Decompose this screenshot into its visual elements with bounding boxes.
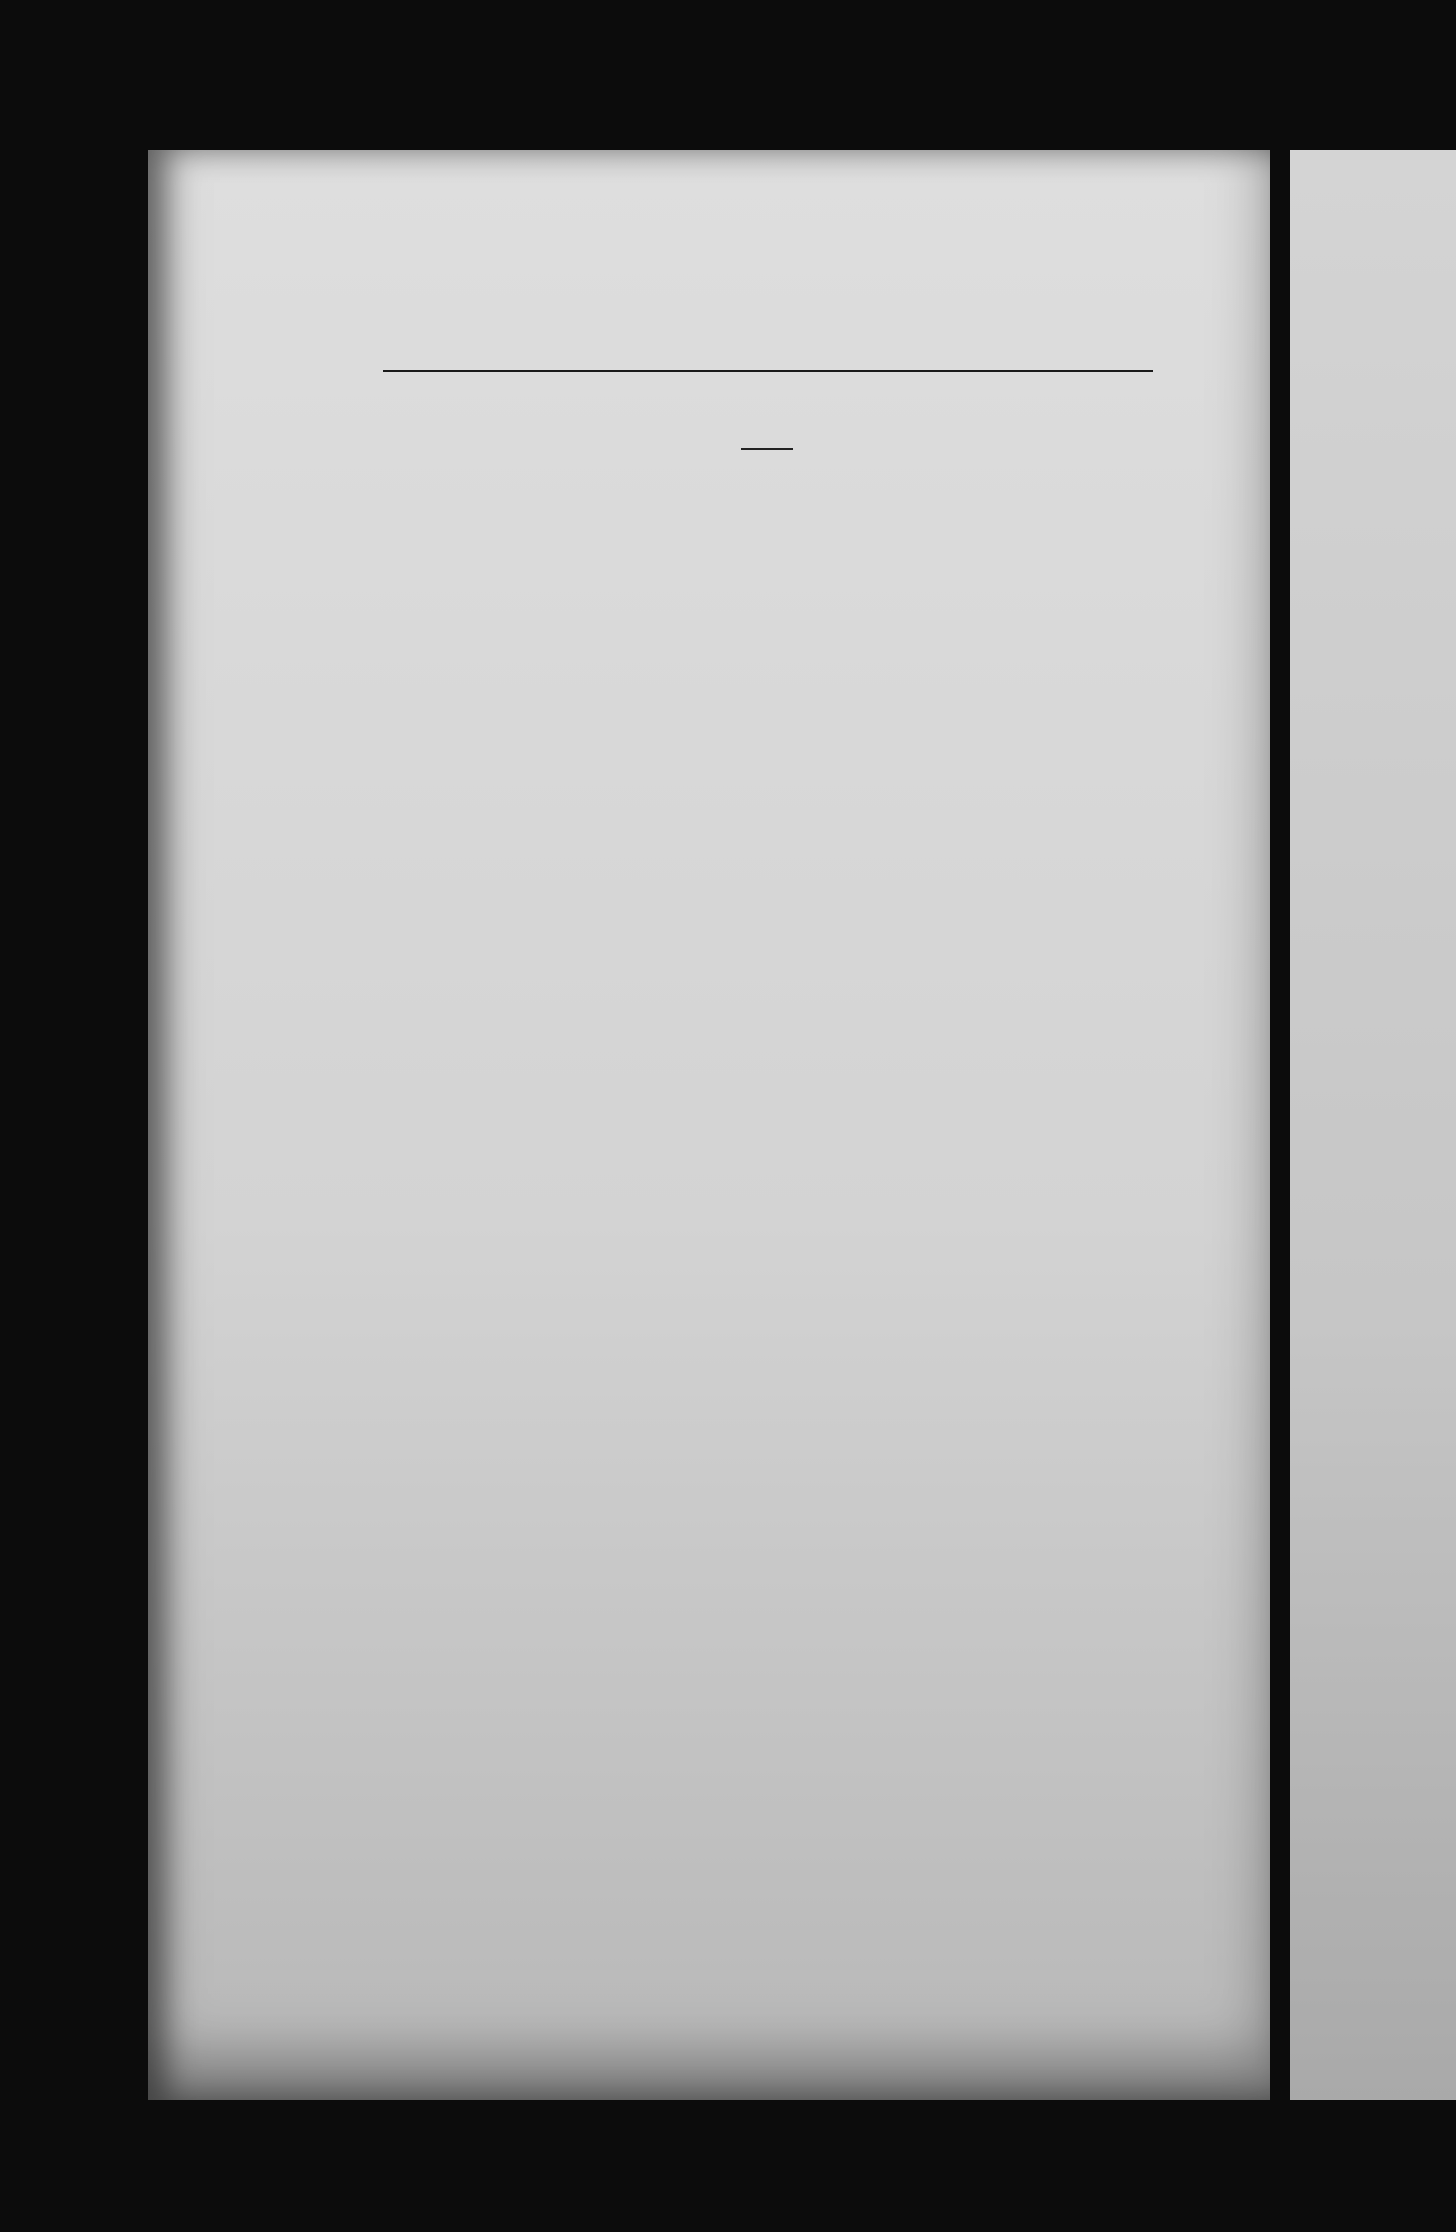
header-rule [383,370,1153,372]
title-divider [741,448,793,450]
left-page [148,150,1270,2100]
right-page-edge [1290,150,1456,2100]
